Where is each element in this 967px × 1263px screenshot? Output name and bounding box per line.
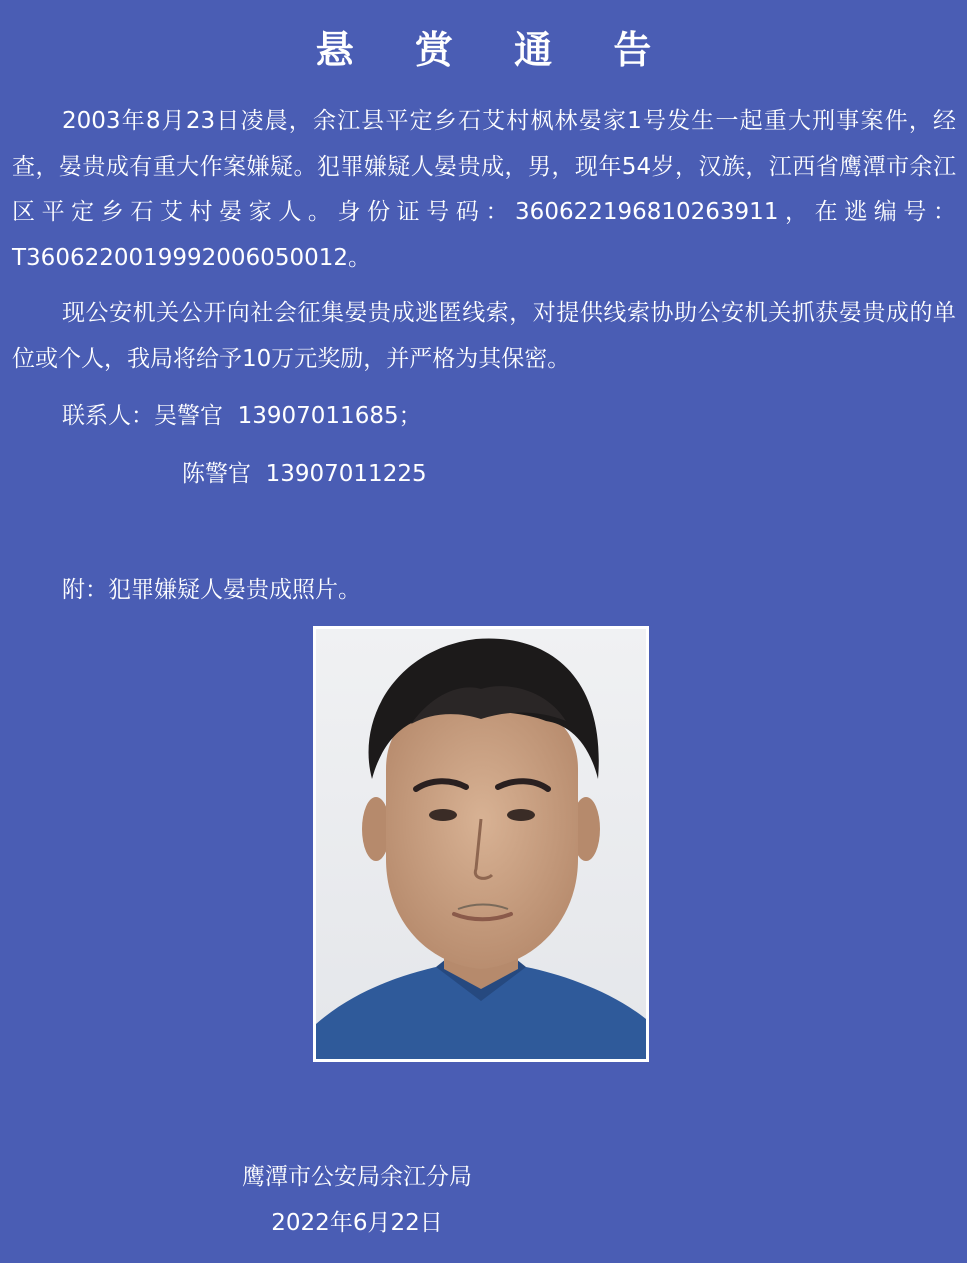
contact-line-2: 陈警官 13907011225	[182, 461, 427, 487]
suspect-photo	[313, 626, 649, 1062]
case-description: 2003年8月23日凌晨，余江县平定乡石艾村枫林晏家1号发生一起重大刑事案件，经查，晏贵成有重大作案嫌疑。犯罪嫌疑人晏贵成，男，现年54岁，汉族，江西省鹰潭市余江区平定乡石艾村晏家人。身份证号码：360622196810263911，在逃编号：T3606220019992006050012。	[12, 108, 956, 271]
notice-title: 悬 赏 通 告	[315, 28, 676, 72]
issue-date: 2022年6月22日	[271, 1210, 443, 1236]
attachment-note: 附：犯罪嫌疑人晏贵成照片。	[62, 577, 361, 603]
issuer-name: 鹰潭市公安局余江分局	[242, 1164, 472, 1190]
contact-line-1: 联系人：吴警官 13907011685；	[62, 403, 422, 429]
suspect-portrait-illustration	[316, 629, 646, 1059]
reward-description: 现公安机关公开向社会征集晏贵成逃匿线索，对提供线索协助公安机关抓获晏贵成的单位或个人，我局将给予10万元奖励，并严格为其保密。	[12, 300, 956, 372]
